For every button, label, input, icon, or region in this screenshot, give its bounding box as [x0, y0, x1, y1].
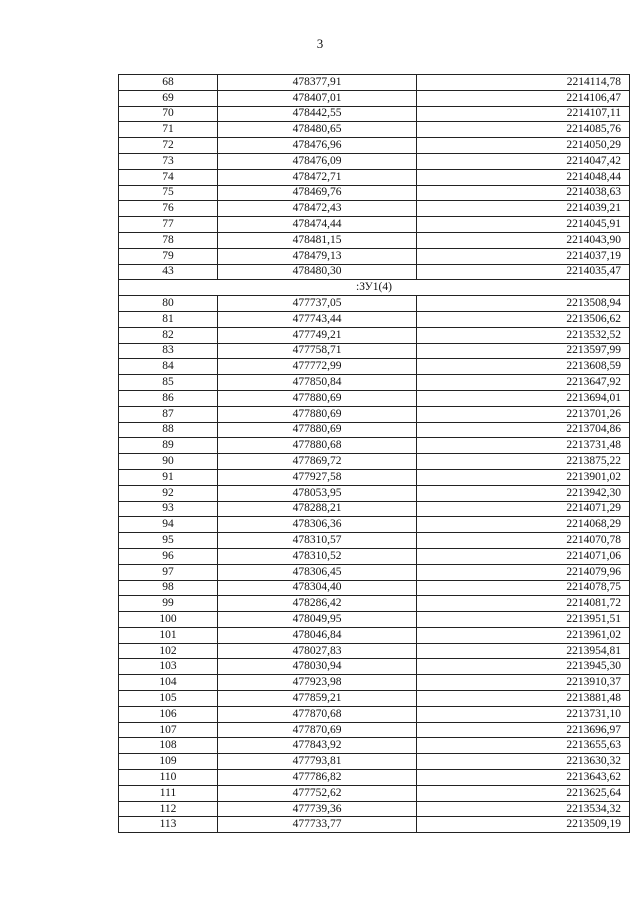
x-coordinate-cell: 478480,30 — [218, 264, 417, 280]
point-number-cell: 102 — [119, 643, 218, 659]
page-number: 3 — [316, 36, 324, 51]
x-coordinate-cell: 478472,43 — [218, 201, 417, 217]
table-row — [119, 501, 630, 517]
table-row — [119, 90, 630, 106]
table-row — [119, 422, 630, 438]
x-coordinate-cell: 477880,68 — [218, 438, 417, 454]
x-coordinate-cell: 478046,84 — [218, 627, 417, 643]
table-row — [119, 296, 630, 312]
point-number-cell: 73 — [119, 153, 218, 169]
x-coordinate-cell: 477752,62 — [218, 785, 417, 801]
x-coordinate-cell: 477880,69 — [218, 390, 417, 406]
table-row — [119, 201, 630, 217]
x-coordinate-cell: 477880,69 — [218, 406, 417, 422]
table-row — [119, 770, 630, 786]
x-coordinate-cell: 478476,96 — [218, 138, 417, 154]
x-coordinate-cell: 477869,72 — [218, 454, 417, 470]
table-row — [119, 75, 630, 91]
y-coordinate-cell: 2214085,76 — [417, 122, 630, 138]
coordinates-table — [118, 74, 630, 833]
table-row — [119, 169, 630, 185]
x-coordinate-cell: 478481,15 — [218, 232, 417, 248]
x-coordinate-cell: 478442,55 — [218, 106, 417, 122]
y-coordinate-cell: 2214106,47 — [417, 90, 630, 106]
table-row — [119, 406, 630, 422]
point-number-cell: 90 — [119, 454, 218, 470]
y-coordinate-cell: 2213532,52 — [417, 327, 630, 343]
point-number-cell: 110 — [119, 770, 218, 786]
table-row — [119, 106, 630, 122]
y-coordinate-cell: 2213961,02 — [417, 627, 630, 643]
x-coordinate-cell: 478288,21 — [218, 501, 417, 517]
x-coordinate-cell: 478469,76 — [218, 185, 417, 201]
point-number-cell: 91 — [119, 469, 218, 485]
y-coordinate-cell: 2213608,59 — [417, 359, 630, 375]
table-row — [119, 438, 630, 454]
point-number-cell: 69 — [119, 90, 218, 106]
x-coordinate-cell: 478304,40 — [218, 580, 417, 596]
x-coordinate-cell: 478306,36 — [218, 517, 417, 533]
table-row — [119, 390, 630, 406]
point-number-cell: 89 — [119, 438, 218, 454]
x-coordinate-cell: 477870,69 — [218, 722, 417, 738]
y-coordinate-cell: 2214038,63 — [417, 185, 630, 201]
y-coordinate-cell: 2214071,29 — [417, 501, 630, 517]
y-coordinate-cell: 2214039,21 — [417, 201, 630, 217]
table-row — [119, 785, 630, 801]
point-number-cell: 109 — [119, 754, 218, 770]
table-row — [119, 138, 630, 154]
x-coordinate-cell: 478049,95 — [218, 612, 417, 628]
y-coordinate-cell: 2213643,62 — [417, 770, 630, 786]
y-coordinate-cell: 2214048,44 — [417, 169, 630, 185]
point-number-cell: 88 — [119, 422, 218, 438]
y-coordinate-cell: 2213534,32 — [417, 801, 630, 817]
point-number-cell: 98 — [119, 580, 218, 596]
point-number-cell: 97 — [119, 564, 218, 580]
y-coordinate-cell: 2213701,26 — [417, 406, 630, 422]
x-coordinate-cell: 477758,71 — [218, 343, 417, 359]
x-coordinate-cell: 478377,91 — [218, 75, 417, 91]
point-number-cell: 81 — [119, 311, 218, 327]
y-coordinate-cell: 2213881,48 — [417, 691, 630, 707]
y-coordinate-cell: 2213731,10 — [417, 706, 630, 722]
x-coordinate-cell: 478053,95 — [218, 485, 417, 501]
point-number-cell: 84 — [119, 359, 218, 375]
y-coordinate-cell: 2214081,72 — [417, 596, 630, 612]
x-coordinate-cell: 478476,09 — [218, 153, 417, 169]
point-number-cell: 108 — [119, 738, 218, 754]
x-coordinate-cell: 477843,92 — [218, 738, 417, 754]
y-coordinate-cell: 2214107,11 — [417, 106, 630, 122]
y-coordinate-cell: 2213901,02 — [417, 469, 630, 485]
point-number-cell: 103 — [119, 659, 218, 675]
y-coordinate-cell: 2214037,19 — [417, 248, 630, 264]
x-coordinate-cell: 477743,44 — [218, 311, 417, 327]
x-coordinate-cell: 477850,84 — [218, 375, 417, 391]
y-coordinate-cell: 2213655,63 — [417, 738, 630, 754]
point-number-cell: 94 — [119, 517, 218, 533]
y-coordinate-cell: 2214050,29 — [417, 138, 630, 154]
point-number-cell: 93 — [119, 501, 218, 517]
point-number-cell: 111 — [119, 785, 218, 801]
table-row — [119, 643, 630, 659]
x-coordinate-cell: 477733,77 — [218, 817, 417, 833]
y-coordinate-cell: 2213951,51 — [417, 612, 630, 628]
point-number-cell: 100 — [119, 612, 218, 628]
point-number-cell: 95 — [119, 533, 218, 549]
y-coordinate-cell: 2213731,48 — [417, 438, 630, 454]
y-coordinate-cell: 2213945,30 — [417, 659, 630, 675]
y-coordinate-cell: 2213597,99 — [417, 343, 630, 359]
point-number-cell: 92 — [119, 485, 218, 501]
x-coordinate-cell: 478310,57 — [218, 533, 417, 549]
section-header-row — [119, 280, 630, 296]
point-number-cell: 70 — [119, 106, 218, 122]
y-coordinate-cell: 2213704,86 — [417, 422, 630, 438]
x-coordinate-cell: 478407,01 — [218, 90, 417, 106]
table-row — [119, 217, 630, 233]
point-number-cell: 79 — [119, 248, 218, 264]
table-row — [119, 311, 630, 327]
table-row — [119, 232, 630, 248]
table-row — [119, 375, 630, 391]
y-coordinate-cell: 2213910,37 — [417, 675, 630, 691]
table-row — [119, 817, 630, 833]
y-coordinate-cell: 2213954,81 — [417, 643, 630, 659]
table-row — [119, 248, 630, 264]
y-coordinate-cell: 2213625,64 — [417, 785, 630, 801]
y-coordinate-cell: 2214047,42 — [417, 153, 630, 169]
point-number-cell: 43 — [119, 264, 218, 280]
table-row — [119, 612, 630, 628]
table-row — [119, 564, 630, 580]
point-number-cell: 71 — [119, 122, 218, 138]
y-coordinate-cell: 2214043,90 — [417, 232, 630, 248]
point-number-cell: 96 — [119, 548, 218, 564]
point-number-cell: 101 — [119, 627, 218, 643]
x-coordinate-cell: 477859,21 — [218, 691, 417, 707]
point-number-cell: 106 — [119, 706, 218, 722]
table-row — [119, 738, 630, 754]
point-number-cell: 76 — [119, 201, 218, 217]
y-coordinate-cell: 2214071,06 — [417, 548, 630, 564]
x-coordinate-cell: 477749,21 — [218, 327, 417, 343]
point-number-cell: 87 — [119, 406, 218, 422]
table-row — [119, 548, 630, 564]
point-number-cell: 112 — [119, 801, 218, 817]
x-coordinate-cell: 477739,36 — [218, 801, 417, 817]
y-coordinate-cell: 2213942,30 — [417, 485, 630, 501]
table-row — [119, 485, 630, 501]
coordinates-table-body — [119, 75, 630, 833]
y-coordinate-cell: 2214045,91 — [417, 217, 630, 233]
x-coordinate-cell: 477737,05 — [218, 296, 417, 312]
table-row — [119, 533, 630, 549]
x-coordinate-cell: 477880,69 — [218, 422, 417, 438]
x-coordinate-cell: 478286,42 — [218, 596, 417, 612]
y-coordinate-cell: 2214035,47 — [417, 264, 630, 280]
y-coordinate-cell: 2213508,94 — [417, 296, 630, 312]
point-number-cell: 107 — [119, 722, 218, 738]
x-coordinate-cell: 478472,71 — [218, 169, 417, 185]
y-coordinate-cell: 2214068,29 — [417, 517, 630, 533]
point-number-cell: 78 — [119, 232, 218, 248]
y-coordinate-cell: 2213694,01 — [417, 390, 630, 406]
table-row — [119, 122, 630, 138]
table-row — [119, 627, 630, 643]
table-row — [119, 722, 630, 738]
table-row — [119, 659, 630, 675]
table-row — [119, 691, 630, 707]
table-row — [119, 580, 630, 596]
y-coordinate-cell: 2213696,97 — [417, 722, 630, 738]
x-coordinate-cell: 477923,98 — [218, 675, 417, 691]
point-number-cell: 82 — [119, 327, 218, 343]
point-number-cell: 68 — [119, 75, 218, 91]
point-number-cell: 72 — [119, 138, 218, 154]
point-number-cell: 75 — [119, 185, 218, 201]
table-row — [119, 264, 630, 280]
x-coordinate-cell: 478310,52 — [218, 548, 417, 564]
x-coordinate-cell: 477772,99 — [218, 359, 417, 375]
table-row — [119, 469, 630, 485]
y-coordinate-cell: 2213647,92 — [417, 375, 630, 391]
point-number-cell: 99 — [119, 596, 218, 612]
point-number-cell: 104 — [119, 675, 218, 691]
table-row — [119, 185, 630, 201]
x-coordinate-cell: 478027,83 — [218, 643, 417, 659]
point-number-cell: 85 — [119, 375, 218, 391]
x-coordinate-cell: 478480,65 — [218, 122, 417, 138]
table-row — [119, 359, 630, 375]
table-row — [119, 801, 630, 817]
y-coordinate-cell: 2214079,96 — [417, 564, 630, 580]
table-row — [119, 517, 630, 533]
y-coordinate-cell: 2213509,19 — [417, 817, 630, 833]
x-coordinate-cell: 477927,58 — [218, 469, 417, 485]
table-row — [119, 675, 630, 691]
table-row — [119, 343, 630, 359]
x-coordinate-cell: 478306,45 — [218, 564, 417, 580]
point-number-cell: 83 — [119, 343, 218, 359]
y-coordinate-cell: 2214114,78 — [417, 75, 630, 91]
point-number-cell: 113 — [119, 817, 218, 833]
y-coordinate-cell: 2213506,62 — [417, 311, 630, 327]
table-row — [119, 327, 630, 343]
table-row — [119, 596, 630, 612]
table-row — [119, 454, 630, 470]
table-row — [119, 754, 630, 770]
y-coordinate-cell: 2213630,32 — [417, 754, 630, 770]
x-coordinate-cell: 477786,82 — [218, 770, 417, 786]
y-coordinate-cell: 2214070,78 — [417, 533, 630, 549]
x-coordinate-cell: 477870,68 — [218, 706, 417, 722]
table-row — [119, 706, 630, 722]
y-coordinate-cell: 2213875,22 — [417, 454, 630, 470]
x-coordinate-cell: 478474,44 — [218, 217, 417, 233]
section-header-cell: :ЗУ1(4) — [119, 280, 630, 296]
point-number-cell: 80 — [119, 296, 218, 312]
point-number-cell: 86 — [119, 390, 218, 406]
x-coordinate-cell: 478479,13 — [218, 248, 417, 264]
x-coordinate-cell: 478030,94 — [218, 659, 417, 675]
table-row — [119, 153, 630, 169]
y-coordinate-cell: 2214078,75 — [417, 580, 630, 596]
point-number-cell: 105 — [119, 691, 218, 707]
x-coordinate-cell: 477793,81 — [218, 754, 417, 770]
point-number-cell: 77 — [119, 217, 218, 233]
point-number-cell: 74 — [119, 169, 218, 185]
